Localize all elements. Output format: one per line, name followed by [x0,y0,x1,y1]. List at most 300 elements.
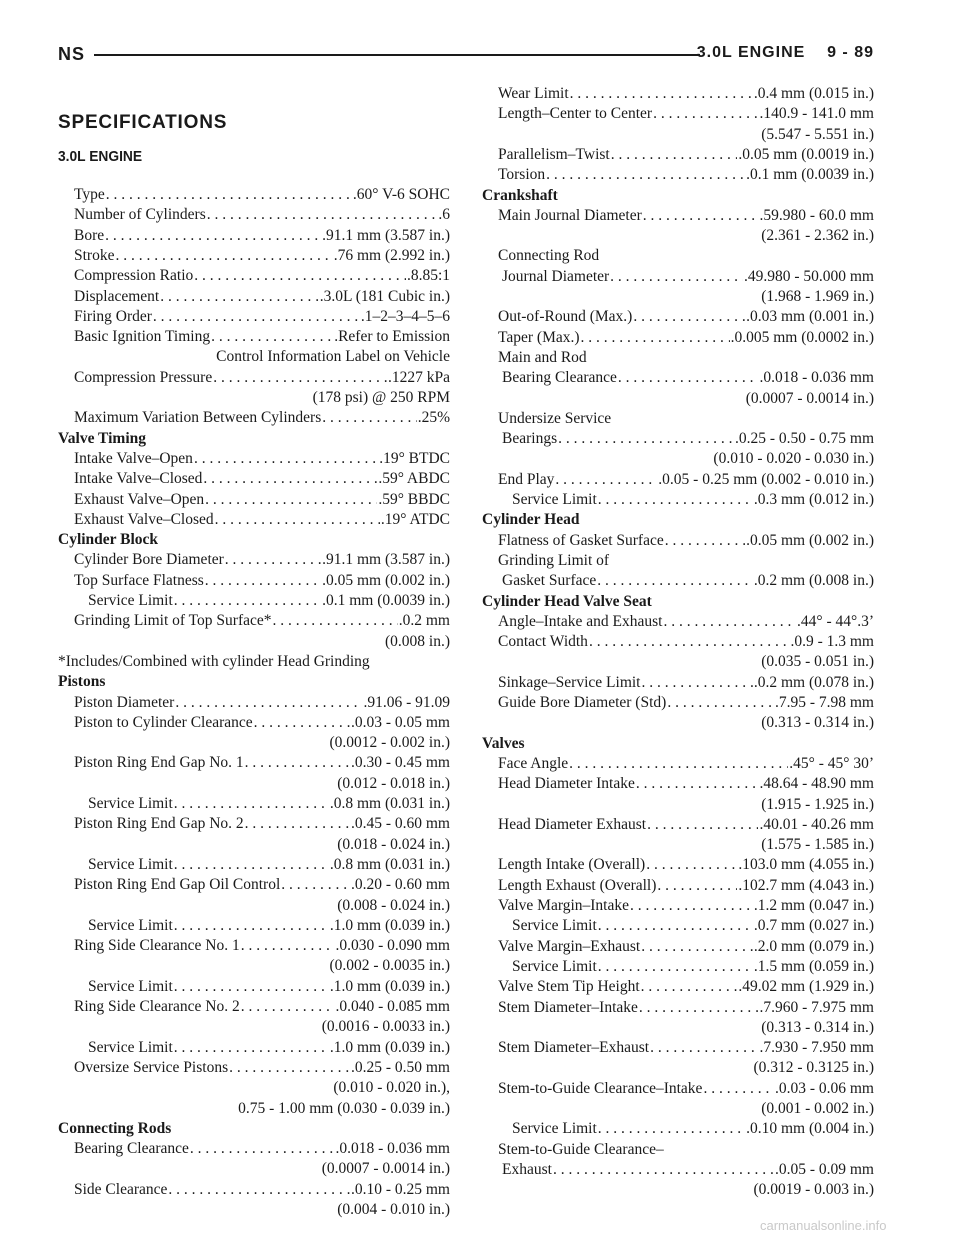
spec-label: Compression Ratio [74,267,194,285]
dot-leader [115,246,332,266]
spec-group-heading: Cylinder Head Valve Seat [482,592,652,610]
spec-label: Piston to Cylinder Clearance [74,713,253,731]
spec-value: .0.1 mm (0.0039 in.) [746,166,874,184]
spec-label: Service Limit [88,916,173,934]
spec-value: .25% [417,409,450,427]
spec-value: .0.20 - 0.60 mm [350,876,450,894]
dot-leader [174,1038,329,1058]
spec-value: .0.2 mm (0.078 in.) [753,673,874,691]
spec-value-continued: (0.0007 - 0.0014 in.) [745,389,874,407]
spec-label: Basic Ignition Timing [74,328,211,346]
spec-row [74,936,450,956]
spec-label: Exhaust Valve–Open [74,490,205,508]
dot-leader [639,998,759,1018]
spec-row [88,977,450,997]
spec-text: Main and Rod [498,348,587,366]
spec-value: .2.0 mm (0.079 in.) [753,937,874,955]
spec-value-continued: (0.0007 - 0.0014 in.) [321,1160,450,1178]
spec-value-continued: (0.008 in.) [384,632,450,650]
spec-value-continued: (0.035 - 0.051 in.) [761,653,874,671]
spec-label: Number of Cylinders [74,206,206,224]
spec-value: .45° - 45° 30’ [789,754,874,772]
spec-value: .0.040 - 0.085 mm [335,998,450,1015]
spec-label: Service Limit [88,977,173,995]
spec-row [74,246,450,266]
spec-value: .60° V-6 SOHC [352,186,450,203]
dot-leader [569,754,788,774]
spec-label: Service Limit [512,957,597,975]
spec-row [74,753,450,773]
dot-leader [641,937,753,957]
spec-value-continued: (0.008 - 0.024 in.) [337,896,450,914]
spec-label: Length–Center to Center [498,105,653,123]
spec-label: Maximum Variation Between Cylinders [74,409,322,427]
spec-row [498,774,874,794]
dot-leader [646,855,737,875]
dot-leader [229,1058,350,1078]
dot-leader [598,1119,745,1139]
spec-row [74,469,450,489]
spec-row [74,997,450,1017]
spec-value-continued: (0.018 - 0.024 in.) [337,835,450,853]
spec-row [498,632,874,652]
dot-leader [636,774,759,794]
spec-value-continued: (0.002 - 0.0035 in.) [329,957,450,975]
spec-row [502,571,874,591]
spec-row [498,165,874,185]
spec-label: Head Diameter Intake [498,775,635,793]
spec-row [74,185,450,205]
spec-value: .0.9 - 1.3 mm [790,633,874,651]
dot-leader [174,794,329,814]
spec-label: Intake Valve–Open [74,449,193,467]
spec-row [74,266,450,286]
spec-value: .1.0 mm (0.039 in.) [329,916,450,934]
spec-value: .91.06 - 91.09 [363,693,450,711]
spec-row [74,1180,450,1200]
dot-leader [653,104,758,124]
spec-value: .0.2 mm [398,612,450,630]
dot-leader [203,469,377,489]
spec-label: Stem Diameter–Exhaust [498,1039,650,1057]
dot-leader [558,429,734,449]
spec-label: Journal Diameter [502,267,610,285]
spec-row [498,84,874,104]
spec-label: Sinkage–Service Limit [498,673,641,691]
spec-value: .1.0 mm (0.039 in.) [329,977,450,995]
spec-label: Service Limit [512,1120,597,1138]
spec-row [74,611,450,631]
spec-label: Service Limit [88,1038,173,1056]
section-subtitle: 3.0L ENGINE [58,148,143,165]
dot-leader [611,145,738,165]
dot-leader [703,1079,774,1099]
spec-row [498,104,874,124]
spec-row [74,571,450,591]
spec-value: .59° ABDC [378,470,450,488]
spec-label: Taper (Max.) [498,328,580,346]
dot-leader [194,266,406,286]
spec-row [498,815,874,835]
spec-row [512,916,874,936]
spec-label: Top Surface Flatness [74,571,204,589]
spec-value: .0.25 - 0.50 - 0.75 mm [734,430,874,448]
dot-leader [254,713,350,733]
dot-leader [225,550,321,570]
spec-value-continued: (0.0012 - 0.002 in.) [329,734,450,752]
spec-label: Piston Ring End Gap No. 1 [74,754,244,772]
spec-value: .0.10 mm (0.004 in.) [746,1120,874,1138]
spec-row [498,754,874,774]
spec-row [502,429,874,449]
spec-row [74,205,450,225]
spec-value: .0.05 - 0.25 mm (0.002 - 0.010 in.) [658,470,874,488]
spec-value-continued: (0.312 - 0.3125 in.) [753,1059,874,1077]
spec-row [74,875,450,895]
spec-value: .1–2–3–4–5–6 [360,307,450,325]
dot-leader [633,307,745,327]
spec-value: .0.03 - 0.06 mm [774,1079,874,1097]
dot-leader [555,470,657,490]
spec-value: .76 mm (2.992 in.) [333,246,450,264]
spec-row [498,876,874,896]
spec-label: Bore [74,226,105,244]
dot-leader [581,328,730,348]
spec-value: .19° ATDC [380,510,450,528]
spec-row [502,1160,874,1180]
spec-row [74,490,450,510]
spec-value: .59° BBDC [378,490,450,508]
dot-leader [650,1038,758,1058]
spec-label: Out-of-Round (Max.) [498,308,633,326]
spec-value: .0.30 - 0.45 mm [350,754,450,772]
spec-label: Exhaust Valve–Closed [74,510,214,528]
spec-value: .0.4 mm (0.015 in.) [753,85,874,102]
dot-leader [174,591,321,611]
spec-row [74,408,450,428]
spec-value: .0.03 - 0.05 mm [350,713,450,731]
spec-label: End Play [498,470,555,488]
spec-value: .7.930 - 7.950 mm [759,1039,874,1057]
spec-group-heading: Cylinder Head [482,511,580,529]
page-header [58,34,874,70]
header-vehicle-code: NS [58,44,86,64]
spec-value: .0.3 mm (0.012 in.) [753,491,874,508]
spec-value: .1.5 mm (0.059 in.) [753,957,874,975]
spec-row [502,368,874,388]
spec-value: .49.980 - 50.000 mm [743,267,874,285]
spec-text: Connecting Rod [498,247,600,265]
dot-leader [589,632,790,652]
spec-row [74,713,450,733]
spec-label: Bearings [502,430,558,448]
dot-leader [245,753,350,773]
spec-label: Service Limit [512,917,597,935]
spec-group-heading: Cylinder Block [58,531,159,549]
spec-label: Service Limit [88,592,173,609]
spec-value: .0.8 mm (0.031 in.) [329,855,450,873]
spec-value: .6 [438,206,450,224]
dot-leader [618,368,759,388]
spec-label: Guide Bore Diameter (Std) [498,694,667,711]
spec-row [74,449,450,469]
spec-value-continued: (1.575 - 1.585 in.) [761,836,874,854]
spec-row [74,368,450,388]
spec-value: .0.10 - 0.25 mm [350,1180,450,1198]
spec-label: Flatness of Gasket Surface [498,531,664,549]
dot-leader [174,916,329,936]
spec-row [512,957,874,977]
spec-label: Intake Valve–Closed [74,470,203,488]
dot-leader [598,916,753,936]
spec-label: Side Clearance [74,1180,168,1198]
spec-group-heading: Valve Timing [58,429,147,447]
dot-leader [215,510,380,530]
spec-value-continued: (0.0019 - 0.003 in.) [753,1181,874,1199]
spec-value-continued: (0.010 - 0.020 - 0.030 in.) [713,450,874,468]
spec-value: .0.45 - 0.60 mm [350,815,450,833]
dot-leader [168,1180,350,1200]
spec-row [498,531,874,551]
spec-value: .1.2 mm (0.047 in.) [753,897,874,914]
spec-label: Wear Limit [498,85,569,102]
dot-leader [160,287,318,307]
spec-group-heading: Valves [482,734,525,752]
dot-leader [190,1139,335,1159]
spec-row [74,814,450,834]
spec-label: Type [74,186,105,203]
spec-label: Cylinder Bore Diameter [74,551,224,569]
spec-value: .103.0 mm (4.055 in.) [738,856,874,874]
spec-row [74,226,450,246]
spec-value: .0.7 mm (0.027 in.) [753,917,874,935]
spec-value: .59.980 - 60.0 mm [759,206,874,224]
spec-label: Parallelism–Twist [498,145,610,163]
spec-value: .3.0L (181 Cubic in.) [319,287,450,305]
spec-value-continued: (0.012 - 0.018 in.) [337,774,450,792]
spec-value: .140.9 - 141.0 mm [759,105,874,123]
spec-value: .Refer to Emission [334,328,450,346]
spec-row [498,1038,874,1058]
dot-leader [663,612,796,632]
spec-value: .48.64 - 48.90 mm [759,775,874,793]
spec-value: .49.02 mm (1.929 in.) [738,978,874,996]
spec-row [498,673,874,693]
dot-leader [665,531,745,551]
spec-value: .1227 kPa [388,368,450,386]
dot-leader [322,408,416,428]
dot-leader [211,327,333,347]
dot-leader [106,185,352,205]
spec-value: .0.1 mm (0.0039 in.) [322,592,450,609]
header-rule [94,54,700,56]
spec-label: Torsion [498,166,546,184]
spec-value: .40.01 - 40.26 mm [759,815,874,833]
dot-leader [174,977,329,997]
dot-leader [643,206,759,226]
dot-leader [667,693,774,713]
dot-leader [194,449,378,469]
spec-label: Angle–Intake and Exhaust [498,612,663,630]
spec-value-continued: Control Information Label on Vehicle [216,348,450,366]
spec-value-continued: (0.313 - 0.314 in.) [761,1018,874,1036]
spec-value: .19° BTDC [379,449,450,467]
spec-value-continued: (1.915 - 1.925 in.) [761,795,874,813]
spec-label: Length Intake (Overall) [498,856,646,874]
spec-row [74,510,450,530]
spec-label: Valve Margin–Intake [498,897,629,914]
spec-text: Grinding Limit of [498,551,610,569]
spec-row [74,287,450,307]
spec-row [74,327,450,347]
spec-label: Grinding Limit of Top Surface* [74,612,272,630]
spec-label: Exhaust [502,1160,552,1178]
spec-row [498,896,874,916]
spec-row [74,550,450,570]
spec-text: Undersize Service [498,409,612,427]
dot-leader [598,490,753,510]
dot-leader [630,896,753,916]
spec-label: Contact Width [498,633,588,651]
dot-leader [647,815,758,835]
spec-label: Gasket Surface [502,572,597,590]
spec-text: Stem-to-Guide Clearance– [498,1140,664,1158]
spec-group-heading: Crankshaft [482,186,558,204]
spec-value-continued: 0.75 - 1.00 mm (0.030 - 0.039 in.) [238,1099,450,1117]
spec-row [498,1079,874,1099]
spec-value: .0.05 mm (0.002 in.) [746,531,874,549]
spec-value-continued: (0.004 - 0.010 in.) [337,1201,450,1218]
spec-row [498,307,874,327]
spec-row [498,328,874,348]
dot-leader [205,490,377,510]
spec-value: .0.018 - 0.036 mm [759,369,874,387]
spec-value: .0.030 - 0.090 mm [335,937,450,955]
spec-row [498,470,874,490]
spec-label: Displacement [74,287,160,305]
spec-group-heading: Connecting Rods [58,1119,172,1137]
spec-row [88,855,450,875]
spec-label: Service Limit [512,491,597,508]
spec-value: .0.05 mm (0.0019 in.) [738,145,874,163]
spec-label: Firing Order [74,307,152,325]
spec-row [498,145,874,165]
spec-label: Valve Margin–Exhaust [498,937,641,955]
spec-value-continued: (178 psi) @ 250 RPM [312,389,450,406]
spec-value-continued: (0.0016 - 0.0033 in.) [321,1018,450,1036]
spec-label: Piston Diameter [74,693,175,711]
spec-label: Service Limit [88,795,173,812]
spec-value: .91.1 mm (3.587 in.) [322,551,450,569]
dot-leader [610,267,743,287]
spec-value-continued: (2.361 - 2.362 in.) [761,227,874,245]
spec-label: Ring Side Clearance No. 2 [74,998,240,1015]
section-title: SPECIFICATIONS [58,112,228,133]
spec-row [88,1038,450,1058]
spec-label: Service Limit [88,855,173,873]
spec-label: Head Diameter Exhaust [498,815,647,833]
spec-row [498,206,874,226]
dot-leader [273,611,398,631]
dot-leader [641,977,738,997]
spec-label: Bearing Clearance [74,1140,189,1158]
dot-leader [105,226,321,246]
spec-row [88,794,450,814]
spec-row [512,1119,874,1139]
spec-value: .0.25 - 0.50 mm [350,1058,450,1076]
spec-value-continued: (1.968 - 1.969 in.) [761,288,874,305]
dot-leader [245,814,350,834]
spec-value: .0.05 - 0.09 mm [774,1160,874,1178]
spec-value: .0.2 mm (0.008 in.) [753,572,874,590]
header-section-page: 3.0L ENGINE 9 - 89 [696,44,874,61]
dot-leader [597,571,753,591]
dot-leader [657,876,737,896]
dot-leader [153,307,360,327]
dot-leader [281,875,350,895]
spec-value: .0.018 - 0.036 mm [335,1140,450,1158]
spec-value: .7.960 - 7.975 mm [759,998,874,1016]
spec-label: Piston Ring End Gap No. 2 [74,815,244,833]
spec-row [74,1058,450,1078]
dot-leader [207,205,438,225]
dot-leader [546,165,745,185]
spec-row [74,1139,450,1159]
spec-row [498,612,874,632]
spec-row [498,693,874,713]
spec-value: .91.1 mm (3.587 in.) [322,226,450,244]
dot-leader [213,368,387,388]
spec-label: Piston Ring End Gap Oil Control [74,876,281,894]
spec-value: .44° - 44°.3’ [797,612,874,630]
spec-row [498,855,874,875]
spec-row [498,977,874,997]
spec-label: Oversize Service Pistons [74,1058,229,1076]
spec-label: Valve Stem Tip Height [498,978,640,996]
spec-label: Main Journal Diameter [498,206,642,224]
dot-leader [570,84,753,104]
spec-row [74,307,450,327]
spec-label: Stroke [74,246,115,264]
spec-value-continued: (5.547 - 5.551 in.) [761,125,874,143]
spec-value: .0.005 mm (0.0002 in.) [730,328,874,346]
dot-leader [641,673,752,693]
spec-row [502,267,874,287]
spec-label: Face Angle [498,754,569,772]
spec-value: .8.85:1 [406,267,450,285]
spec-value: .0.03 mm (0.001 in.) [746,308,874,326]
dot-leader [553,1160,774,1180]
spec-row [74,693,450,713]
spec-label: Bearing Clearance [502,369,617,387]
spec-row [88,916,450,936]
spec-label: Length Exhaust (Overall) [498,876,657,894]
spec-text: *Includes/Combined with cylinder Head Grinding [58,652,370,670]
spec-label: Stem Diameter–Intake [498,998,638,1016]
spec-value-continued: (0.001 - 0.002 in.) [761,1100,874,1117]
dot-leader [175,693,362,713]
dot-leader [241,936,335,956]
spec-label: Stem-to-Guide Clearance–Intake [498,1079,703,1097]
watermark: carmanualsonline.info [760,1218,887,1233]
spec-row [498,937,874,957]
spec-group-heading: Pistons [58,673,106,691]
dot-leader [174,855,329,875]
spec-row [498,998,874,1018]
spec-value: .7.95 - 7.98 mm [774,694,874,711]
dot-leader [598,957,753,977]
spec-value: .0.8 mm (0.031 in.) [329,795,450,812]
